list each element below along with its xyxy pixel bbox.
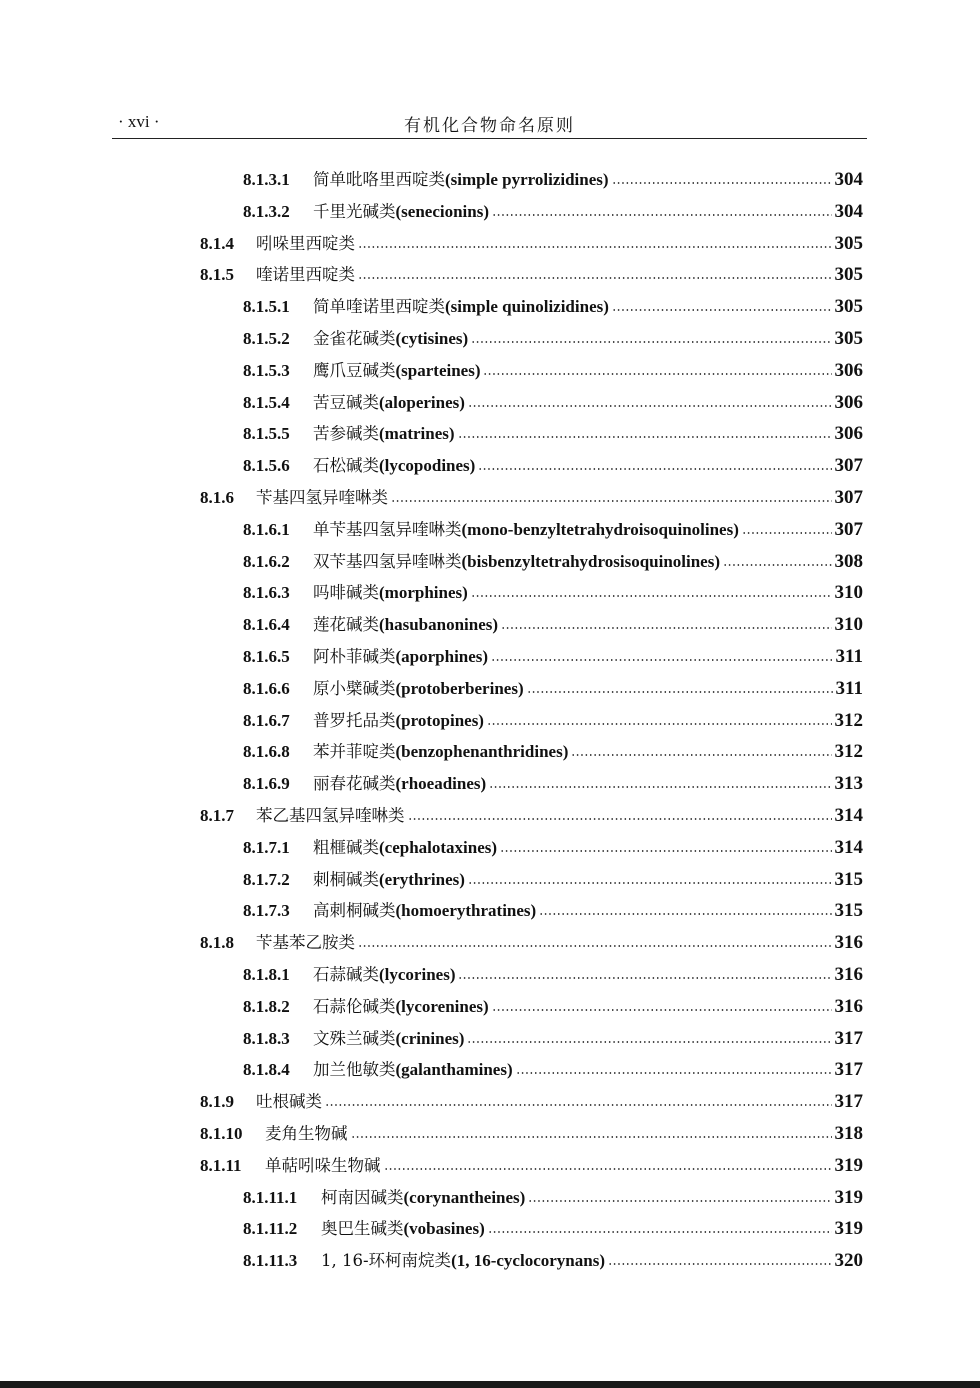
toc-entry-number: 8.1.7 (200, 806, 234, 825)
toc-entry-number: 8.1.6.3 (243, 583, 290, 603)
dot-leader (487, 723, 832, 725)
toc-entry-title-en: (aporphines) (395, 647, 489, 666)
toc-entry-number: 8.1.5.2 (243, 329, 290, 348)
toc-entry-title-zh: 高刺桐碱类 (313, 901, 396, 921)
toc-entry[interactable] (243, 1184, 863, 1212)
toc-entry-title (313, 897, 536, 921)
toc-entry-title-zh: 柯南因碱类 (321, 1187, 404, 1207)
toc-entry-number: 8.1.7.2 (243, 869, 290, 889)
toc-entry[interactable] (200, 1152, 863, 1180)
dot-leader (492, 214, 832, 216)
toc-entry-page: 317 (834, 1027, 863, 1049)
toc-entry[interactable] (243, 961, 863, 989)
toc-entry-title (313, 420, 455, 444)
dot-leader (458, 977, 831, 979)
toc-entry-page: 304 (834, 169, 863, 190)
toc-entry[interactable] (200, 261, 863, 289)
toc-entry[interactable] (243, 643, 863, 671)
toc-entry-number: 8.1.6.7 (243, 710, 290, 730)
toc-entry-title (313, 961, 455, 985)
toc-entry-title-zh: 苯乙基四氢异喹啉类 (256, 806, 405, 825)
toc-entry-title-en: (galanthamines) (395, 1060, 513, 1080)
toc-entry[interactable] (243, 293, 863, 321)
toc-entry-number: 8.1.7.3 (243, 901, 290, 921)
toc-entry-title-zh: 加兰他敏类 (313, 1060, 396, 1080)
toc-entry-number: 8.1.8.1 (243, 965, 290, 984)
toc-entry-page: 312 (834, 741, 863, 763)
toc-entry-title-en: (crinines) (395, 1028, 465, 1048)
toc-entry-number: 8.1.9 (200, 1092, 234, 1112)
toc-entry-title-zh: 金雀花碱类 (313, 329, 396, 348)
toc-entry-page: 317 (834, 1059, 863, 1081)
toc-entry-title (313, 452, 475, 476)
toc-entry-page: 305 (834, 264, 863, 286)
toc-entry-title-zh: 莲花碱类 (313, 615, 379, 635)
toc-entry-page: 316 (834, 964, 863, 985)
toc-entry-page: 311 (835, 677, 863, 699)
dot-leader (408, 818, 832, 820)
toc-entry-title-en: (mono-benzyltetrahydroisoquinolines) (461, 519, 739, 539)
toc-entry-number: 8.1.3.1 (243, 170, 290, 189)
toc-entry[interactable] (243, 993, 863, 1021)
dot-leader (488, 1231, 832, 1233)
toc-entry-number: 8.1.5.1 (243, 297, 290, 317)
toc-entry-number: 8.1.6.4 (243, 615, 290, 635)
toc-entry-title-zh: 苯并菲啶类 (313, 742, 396, 762)
dot-leader (358, 277, 832, 279)
toc-entry-title-en: (lycopodines) (379, 456, 476, 476)
toc-entry-title-en: (cytisines) (395, 329, 469, 348)
toc-entry-title (313, 516, 739, 540)
toc-entry-page: 319 (834, 1154, 863, 1176)
toc-entry-title (313, 707, 484, 731)
toc-entry-page: 310 (834, 614, 863, 636)
dot-leader (527, 691, 833, 693)
toc-entry-title-zh: 简单吡咯里西啶类 (313, 170, 445, 189)
dot-leader (384, 1168, 832, 1170)
toc-entry-title-zh: 奥巴生碱类 (321, 1219, 404, 1239)
toc-entry-title (256, 1088, 322, 1112)
toc-entry[interactable] (243, 866, 863, 894)
toc-entry-number: 8.1.11.1 (243, 1187, 298, 1207)
toc-entry-title (321, 1247, 605, 1271)
toc-entry-number: 8.1.8.2 (243, 996, 290, 1016)
toc-entry-title-en: (rhoeadines) (395, 774, 487, 794)
toc-entry-number: 8.1.5.3 (243, 360, 290, 380)
toc-entry-number: 8.1.11.3 (243, 1251, 298, 1271)
toc-entry-title-zh: 双苄基四氢异喹啉类 (313, 551, 462, 571)
dot-leader (500, 850, 831, 852)
toc-entry-title-zh: 简单喹诺里西啶类 (313, 297, 445, 317)
dot-leader (478, 468, 831, 470)
toc-entry-title-en: (aloperines) (379, 392, 465, 412)
toc-entry-title-en: (hasubanonines) (379, 615, 499, 635)
toc-entry-title-zh: 苦豆碱类 (313, 392, 379, 412)
toc-entry-number: 8.1.11.2 (243, 1219, 298, 1239)
toc-entry-title (265, 1120, 348, 1144)
toc-entry-title-zh: 粗榧碱类 (313, 837, 379, 857)
toc-entry-title (256, 230, 355, 254)
toc-entry-title (313, 357, 480, 381)
dot-leader (467, 1041, 831, 1043)
toc-entry-number: 8.1.7.1 (243, 837, 290, 857)
toc-entry-page: 305 (834, 232, 863, 254)
toc-entry-page: 317 (834, 1091, 863, 1113)
toc-entry-title-en: (corynantheines) (403, 1187, 526, 1207)
toc-entry-title (256, 929, 355, 953)
dot-leader (492, 1009, 832, 1011)
toc-entry-number: 8.1.8.4 (243, 1060, 290, 1080)
toc-entry-number: 8.1.3.2 (243, 201, 290, 221)
toc-entry-number: 8.1.5.5 (243, 424, 290, 444)
toc-entry-title (313, 389, 465, 413)
toc-entry[interactable] (243, 675, 863, 703)
toc-entry-page: 314 (834, 836, 863, 858)
toc-entry-number: 8.1.8.3 (243, 1028, 290, 1048)
toc-entry-title-zh: 刺桐碱类 (313, 869, 379, 889)
dot-leader (742, 532, 832, 534)
toc-entry[interactable] (200, 929, 863, 957)
toc-entry-number: 8.1.11 (200, 1155, 242, 1175)
toc-entry-page: 316 (834, 932, 863, 954)
dot-leader (351, 1136, 832, 1138)
toc-entry[interactable] (243, 770, 863, 798)
toc-entry[interactable] (243, 1025, 863, 1053)
toc-entry[interactable] (243, 707, 863, 735)
toc-entry-title (313, 770, 486, 794)
toc-entry-title-en: (lycorines) (379, 965, 456, 984)
toc-entry-title (313, 834, 497, 858)
toc-entry-title (256, 261, 355, 285)
dot-leader (539, 913, 831, 915)
toc-entry-page: 314 (834, 805, 863, 826)
toc-entry-page: 304 (834, 200, 863, 222)
toc-entry[interactable] (243, 516, 863, 544)
toc-entry-title (313, 1025, 464, 1049)
toc-entry-title (313, 293, 609, 317)
toc-entry-title (256, 802, 405, 826)
toc-entry-title-zh: 吗啡碱类 (313, 583, 379, 603)
toc-entry-title-zh: 麦角生物碱 (265, 1124, 348, 1143)
dot-leader (471, 595, 832, 597)
toc-entry[interactable] (243, 548, 863, 576)
toc-entry-number: 8.1.5.4 (243, 392, 290, 412)
toc-entry[interactable] (243, 357, 863, 385)
toc-entry-title-zh: 石蒜碱类 (313, 965, 379, 984)
toc-entry[interactable] (200, 484, 863, 512)
toc-entry-title-zh: 原小檗碱类 (313, 678, 396, 698)
toc-entry-title-en: (protoberberines) (395, 678, 524, 698)
toc-entry-title-en: (erythrines) (379, 869, 465, 889)
toc-entry-title (313, 611, 498, 635)
toc-entry-number: 8.1.6.8 (243, 742, 290, 762)
toc-entry-number: 8.1.6.1 (243, 519, 290, 539)
toc-entry-page: 315 (834, 900, 863, 922)
dot-leader (491, 659, 832, 661)
toc-entry-title-zh: 吲哚里西啶类 (256, 233, 355, 253)
toc-entry-page: 306 (834, 423, 863, 445)
dot-leader (528, 1200, 831, 1202)
toc-entry[interactable] (243, 1056, 863, 1084)
toc-entry[interactable] (243, 1247, 863, 1275)
toc-entry-page: 313 (834, 773, 863, 795)
toc-entry-title-zh: 单苄基四氢异喹啉类 (313, 519, 462, 539)
toc-entry-page: 310 (834, 582, 863, 604)
dot-leader (608, 1263, 832, 1265)
toc-entry-page: 319 (834, 1186, 863, 1208)
dot-leader (612, 309, 832, 311)
toc-entry[interactable] (243, 198, 863, 226)
toc-entry-page: 307 (834, 518, 863, 540)
toc-entry-page: 320 (834, 1250, 863, 1272)
toc-entry-title-zh: 苄基苯乙胺类 (256, 933, 355, 953)
toc-entry-title (313, 738, 568, 762)
dot-leader (571, 754, 831, 756)
toc-entry-title-zh: 文殊兰碱类 (313, 1028, 396, 1048)
toc-entry-title-zh: 丽春花碱类 (313, 774, 396, 794)
dot-leader (325, 1104, 832, 1106)
toc-entry-page: 305 (834, 296, 863, 318)
toc-entry-title-en: (simple quinolizidines) (445, 297, 609, 317)
page-number: · xvi · (118, 112, 160, 131)
toc-entry-page: 316 (834, 995, 863, 1017)
toc-entry-number: 8.1.6.9 (243, 774, 290, 794)
toc-entry-title-en: (benzophenanthridines) (395, 742, 569, 762)
toc-entry-title-en: (sparteines) (395, 360, 481, 380)
toc-entry-title-en: (lycorenines) (395, 996, 489, 1016)
toc-entry[interactable] (243, 325, 863, 353)
toc-entry-number: 8.1.6.2 (243, 551, 290, 571)
toc-entry-title-en: (cephalotaxines) (379, 837, 498, 857)
toc-entry-title-zh: 喹诺里西啶类 (256, 265, 355, 285)
toc-entry-number: 8.1.6.5 (243, 647, 290, 666)
toc-entry-title-zh: 石松碱类 (313, 456, 379, 476)
toc-entry-title-zh: 阿朴菲碱类 (313, 647, 396, 666)
toc-entry-title-en: (simple pyrrolizidines) (445, 170, 609, 189)
dot-leader (358, 945, 832, 947)
toc-entry[interactable] (243, 389, 863, 417)
toc-entry-title (313, 866, 465, 890)
toc-entry-title-en: (senecionins) (395, 201, 489, 221)
toc-entry-number: 8.1.5.6 (243, 456, 290, 476)
toc-entry-page: 311 (835, 646, 863, 667)
toc-entry[interactable] (200, 1120, 863, 1148)
toc-entry[interactable] (243, 834, 863, 862)
book-title: 有机化合物命名原则 (404, 116, 575, 136)
toc-entry-title (313, 579, 468, 603)
toc-entry-title (313, 993, 489, 1017)
dot-leader (391, 500, 832, 502)
toc-entry-title-zh: 单萜吲哚生物碱 (265, 1155, 381, 1175)
dot-leader (468, 405, 832, 407)
toc-entry-title (321, 1184, 525, 1208)
toc-entry[interactable] (243, 1215, 863, 1243)
dot-leader (483, 373, 831, 375)
dot-leader (489, 786, 831, 788)
toc-entry-title (313, 548, 720, 572)
toc-entry[interactable] (243, 897, 863, 925)
toc-entry-page: 305 (834, 328, 863, 349)
toc-entry[interactable] (200, 230, 863, 258)
toc-entry-number: 8.1.6 (200, 488, 234, 507)
toc-entry-title (313, 643, 488, 667)
toc-entry-page: 315 (834, 868, 863, 890)
toc-entry-title-zh: 鹰爪豆碱类 (313, 360, 396, 380)
toc-entry-title-en: (matrines) (379, 424, 455, 444)
toc-entry-page: 307 (834, 455, 863, 477)
toc-entry-title (313, 166, 609, 190)
toc-entry-title (256, 484, 388, 508)
toc-entry-title (313, 675, 524, 699)
toc-entry-number: 8.1.8 (200, 933, 234, 953)
toc-entry[interactable] (243, 738, 863, 766)
toc-entry-title-zh: 苄基四氢异喹啉类 (256, 488, 388, 507)
toc-entry-page: 319 (834, 1218, 863, 1240)
toc-entry-number: 8.1.6.6 (243, 678, 290, 698)
toc-entry-number: 8.1.4 (200, 233, 234, 253)
toc-entry-page: 312 (834, 709, 863, 731)
toc-entry-page: 306 (834, 391, 863, 413)
toc-entry-title (313, 325, 468, 349)
toc-entry-page: 307 (834, 487, 863, 508)
toc-entry-title-zh: 千里光碱类 (313, 201, 396, 221)
toc-entry-title-zh: 普罗托品类 (313, 710, 396, 730)
dot-leader (468, 882, 832, 884)
toc-entry[interactable] (200, 1088, 863, 1116)
dot-leader (501, 627, 831, 629)
toc-entry-number: 8.1.10 (200, 1124, 243, 1143)
toc-entry-title-en: (protopines) (395, 710, 484, 730)
toc-entry-page: 318 (834, 1123, 863, 1144)
toc-entry[interactable] (243, 166, 863, 194)
toc-entry-title (321, 1215, 485, 1239)
dot-leader (612, 182, 832, 184)
dot-leader (723, 564, 831, 566)
toc-entry-page: 308 (834, 550, 863, 572)
toc-entry-title (265, 1152, 381, 1176)
toc-entry[interactable] (243, 611, 863, 639)
toc-entry-title-en: (1, 16-cyclocorynans) (451, 1251, 605, 1271)
toc-entry-number: 8.1.5 (200, 265, 234, 285)
toc-entry-title-zh: 石蒜伦碱类 (313, 996, 396, 1016)
toc-entry-title-zh: 苦参碱类 (313, 424, 379, 444)
toc-entry-title-en: (morphines) (379, 583, 468, 603)
toc-entry-title-en: (homoerythratines) (395, 901, 537, 921)
dot-leader (458, 436, 832, 438)
dot-leader (471, 341, 831, 343)
toc-entry-title (313, 198, 489, 222)
toc-entry-title-en: (vobasines) (403, 1219, 485, 1239)
bottom-edge-bar (0, 1381, 980, 1388)
toc-entry-page: 306 (834, 359, 863, 381)
toc-entry[interactable] (200, 802, 863, 830)
dot-leader (516, 1072, 832, 1074)
toc-entry-title (313, 1056, 513, 1080)
toc-entry-title-zh: 吐根碱类 (256, 1092, 322, 1112)
toc-entry[interactable] (243, 420, 863, 448)
dot-leader (358, 246, 832, 248)
toc-entry-title-en: (bisbenzyltetrahydrosisoquinolines) (461, 551, 721, 571)
toc-entry-title-zh: 1, 16-环柯南烷类 (321, 1251, 452, 1271)
toc-entry[interactable] (243, 579, 863, 607)
toc-entry[interactable] (243, 452, 863, 480)
